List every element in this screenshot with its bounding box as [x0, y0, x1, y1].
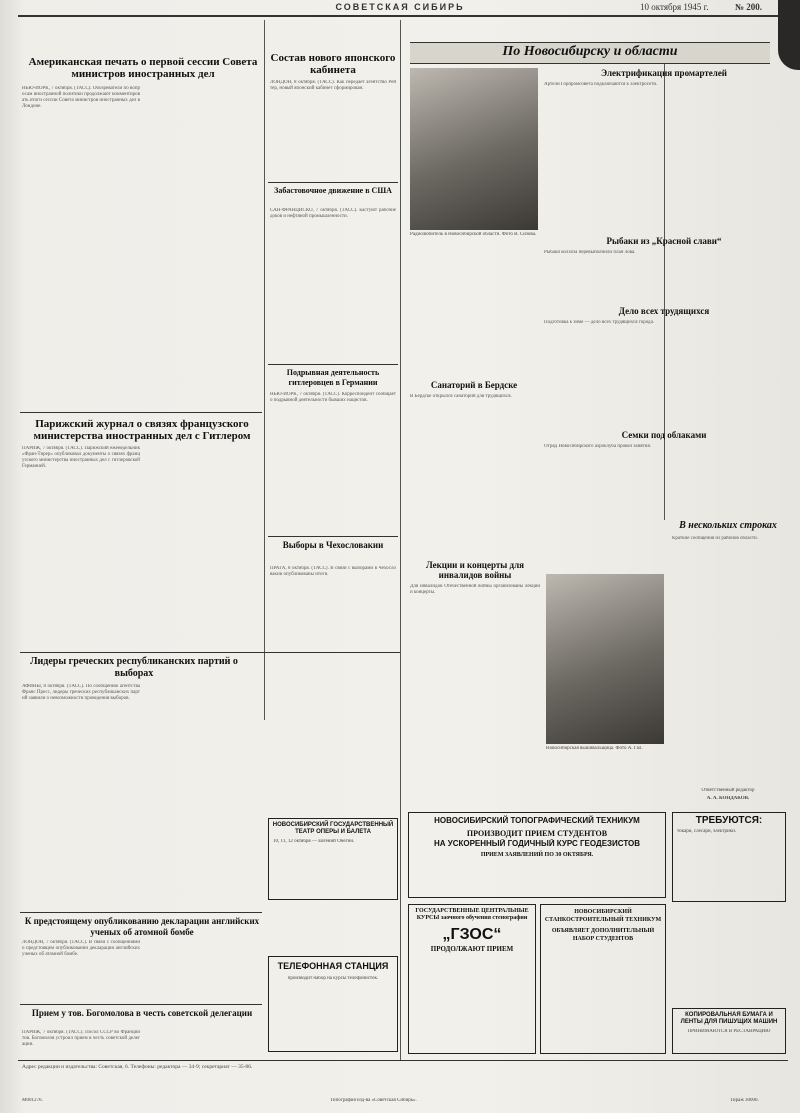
- divider: [20, 412, 262, 413]
- article-lead: АФИНЫ, 8 октября. (ТАСС). По сообщению агентства Франс Пресс, лидеры греческих республиканских партий заявили о невозможности проведения выборов.: [22, 684, 140, 701]
- headline-mid-1: Состав нового японского кабинета: [270, 52, 396, 76]
- headline-right-6: Лекции и концерты для инвалидов войны: [425, 560, 525, 580]
- top-rule: [18, 15, 788, 17]
- divider: [20, 652, 400, 653]
- banner-title: По Новосибирску и области: [502, 44, 678, 59]
- headline-left-2: Парижский журнал о связях французского министерства иностранных дел с Гитлером: [33, 418, 251, 442]
- divider: [20, 912, 262, 913]
- masthead-date: 10 октября 1945 г.: [640, 2, 709, 12]
- footer-order: М001276.: [22, 1098, 43, 1103]
- headline-mid-3: Подрывная деятельность гитлеровцев в Германии: [286, 368, 380, 387]
- article-lead: ПАРИЖ, 7 октября. (ТАСС). Парижский еженедельник «Фран-Тирер» опубликовал документы о связях французского министерства иностранных дел с гитлеровской Германией.: [22, 446, 140, 469]
- page-edge-shadow: [778, 0, 800, 70]
- ad-telephone: [268, 956, 398, 1052]
- article-text: [668, 250, 784, 304]
- ad-title: НОВОСИБИРСКИЙ ТОПОГРАФИЧЕСКИЙ ТЕХНИКУМ: [434, 816, 640, 825]
- headline-left-5: Прием у тов. Богомолова в честь советской делегации: [31, 1008, 253, 1018]
- masthead-number: № 200.: [735, 2, 763, 12]
- article-text: [410, 394, 538, 554]
- column-rule: [400, 20, 401, 1060]
- article-lead: ПРАГА, 8 октября. (ТАСС). В связи с выборами в Чехословакии опубликованы итоги.: [270, 566, 396, 577]
- article-text: [270, 566, 396, 648]
- article-text: [672, 696, 784, 800]
- article-lead: Артели Горпромсовета подключаются к электросети.: [544, 82, 658, 87]
- article-text: [22, 940, 140, 1000]
- article-text: [22, 446, 140, 646]
- article-text: [22, 684, 140, 904]
- article-text: [22, 86, 140, 406]
- headline-right-2: Рыбаки из „Красной слави“: [606, 236, 722, 246]
- article-lead: Подготовка к зиме — дело всех трудящихся города.: [544, 320, 655, 325]
- photo-radio: [410, 68, 538, 230]
- article-text: [544, 444, 660, 560]
- ad-required: [672, 812, 786, 902]
- ad-title: КОПИРОВАЛЬНАЯ БУМАГА И ЛЕНТЫ ДЛЯ ПИШУЩИХ МАШИН: [680, 1012, 778, 1025]
- headline-right-7: В нескольких строках: [679, 520, 777, 531]
- article-lead: Краткие сообщения из районов области.: [672, 536, 758, 541]
- article-text: [544, 320, 660, 380]
- article-text: [270, 392, 396, 532]
- ad-copy: [672, 1008, 786, 1054]
- divider: [268, 182, 398, 183]
- photo-caption: Радиолюбитель в Новосибирской области. Фото В. Сизова.: [410, 232, 537, 237]
- article-text: [144, 940, 262, 1000]
- headline-left-4: К предстоящему опубликованию декларации английских ученых об атомной бомбе: [24, 916, 260, 937]
- ad-line: ОБЪЯВЛЯЕТ ДОПОЛНИТЕЛЬНЫЙ НАБОР СТУДЕНТОВ: [551, 928, 655, 942]
- article-lead: Для инвалидов Отечественной войны организованы лекции и концерты.: [410, 584, 540, 595]
- article-text: [668, 82, 784, 232]
- article-text: [410, 272, 538, 372]
- headline-right-4: Санаторий в Бердске: [430, 380, 518, 390]
- ad-line: токари, слесари, электрики.: [677, 829, 737, 834]
- article-lead: НЬЮ-ЙОРК, 7 октября. (ТАСС). Корреспондент сообщает о подрывной деятельности бывших нацистов.: [270, 392, 396, 403]
- headline-mid-2: Забастовочное движение в США: [274, 186, 392, 195]
- headline-left-3: Лидеры греческих республиканских партий о выборах: [30, 656, 238, 679]
- footer-address: Адрес редакции и издательства: Советская, 6. Телефоны: редактора — 34-9; секретариат — 35-86.: [22, 1064, 253, 1070]
- editor-label: Ответственный редактор: [701, 788, 755, 793]
- article-text: [144, 684, 262, 904]
- divider: [20, 1004, 262, 1005]
- article-lead: В Бердске открылся санаторий для трудящихся.: [410, 394, 512, 399]
- article-text: [144, 86, 262, 406]
- article-text: [672, 536, 784, 692]
- editor-name: А. А. КОНДАКОВ.: [706, 796, 750, 801]
- bottom-rule: [18, 1060, 788, 1061]
- ad-title: НОВОСИБИРСКИЙ СТАНКОСТРОИТЕЛЬНЫЙ ТЕХНИКУМ: [544, 909, 662, 923]
- column-rule: [664, 60, 665, 520]
- ad-line: НА УСКОРЕННЫЙ ГОДИЧНЫЙ КУРС ГЕОДЕЗИСТОВ: [433, 839, 641, 848]
- article-lead: ЛОНДОН, 8 октября. (ТАСС). Как передает агентство Рейтер, новый японский кабинет сформирован.: [270, 80, 396, 91]
- ad-line: производит набор на курсы телефонисток.: [287, 976, 379, 981]
- ad-title: НОВОСИБИРСКИЙ ГОСУДАРСТВЕННЫЙ ТЕАТР ОПЕРЫ И БАЛЕТА: [272, 822, 394, 835]
- article-text: [668, 300, 784, 420]
- ad-title: ГОСУДАРСТВЕННЫЕ ЦЕНТРАЛЬНЫЕ КУРСЫ заочного обучения стенографии: [415, 908, 529, 921]
- photo-caption: Новосибирская вышивальщица. Фото А. Гал.: [546, 746, 643, 751]
- article-text: [22, 1030, 140, 1064]
- ad-title: ТЕЛЕФОННАЯ СТАНЦИЯ: [277, 961, 389, 971]
- ad-footer: ПРИЕМ ЗАЯВЛЕНИЙ ПО 30 ОКТЯБРЯ.: [480, 852, 594, 858]
- article-lead: САН-ФРАНЦИСКО, 7 октября. (ТАСС). Бастуют рабочие доков и нефтяной промышленности.: [270, 208, 396, 219]
- article-lead: Рыбаки колхоза перевыполнили план лова.: [544, 250, 636, 255]
- article-text: [410, 584, 540, 794]
- article-lead: ЛОНДОН, 7 октября. (ТАСС). В связи с сообщениями о предстоящем опубликовании декларации английских ученых об атомной бомбе.: [22, 940, 140, 957]
- column-rule: [264, 20, 265, 720]
- article-text: [544, 250, 660, 304]
- ad-geodesy: [408, 812, 666, 898]
- headline-left-1: Американская печать о первой сессии Совета министров иностранных дел: [28, 56, 258, 80]
- article-lead: Отряд Новосибирского аэроклуба провел занятия.: [544, 444, 651, 449]
- ad-line: ПРОИЗВОДИТ ПРИЕМ СТУДЕНТОВ: [466, 829, 608, 838]
- footer-circulation: Тираж 30000.: [730, 1098, 759, 1103]
- photo-embroiderer: [546, 574, 664, 744]
- headline-mid-4: Выборы в Чехословакии: [282, 540, 384, 550]
- headline-right-3: Дело всех трудящихся: [618, 306, 710, 316]
- article-text: [144, 446, 262, 646]
- ad-line: ПРИНИМАЮТСЯ В РЕСТАВРАЦИЮ: [687, 1029, 771, 1034]
- article-lead: НЬЮ-ЙОРК, 7 октября. (ТАСС). Обозреватели по вопросам иностранной политики продолжают комментировать итоги сессии Совета министров иностранных дел в Лондоне.: [22, 86, 140, 109]
- article-text: [270, 80, 396, 180]
- divider: [268, 364, 398, 365]
- ad-title: ТРЕБУЮТСЯ:: [695, 815, 763, 826]
- divider: [268, 536, 398, 537]
- ad-line: ПРОДОЛЖАЮТ ПРИЕМ: [430, 945, 514, 953]
- article-text: [668, 444, 784, 514]
- headline-right-1: Электрификация промартелей: [600, 68, 727, 78]
- ad-name: „ГЗОС“: [442, 926, 502, 943]
- ad-gzos: [408, 904, 536, 1054]
- headline-right-5: Семки под облаками: [621, 430, 707, 440]
- article-text: [144, 1030, 262, 1064]
- masthead-title: СОВЕТСКАЯ СИБИРЬ: [335, 2, 465, 12]
- article-text: [270, 208, 396, 358]
- footer-printer: Типография изд-ва «Советская Сибирь».: [330, 1098, 417, 1103]
- ad-theatre: [268, 818, 398, 900]
- ad-line: 10, 11, 12 октября — Евгений Онегин.: [273, 839, 355, 844]
- article-text: [544, 82, 660, 232]
- ad-tekh: [540, 904, 666, 1054]
- article-lead: ПАРИЖ, 7 октября. (ТАСС). Посол СССР во Франции тов. Богомолов устроил прием в честь советской делегации.: [22, 1030, 140, 1047]
